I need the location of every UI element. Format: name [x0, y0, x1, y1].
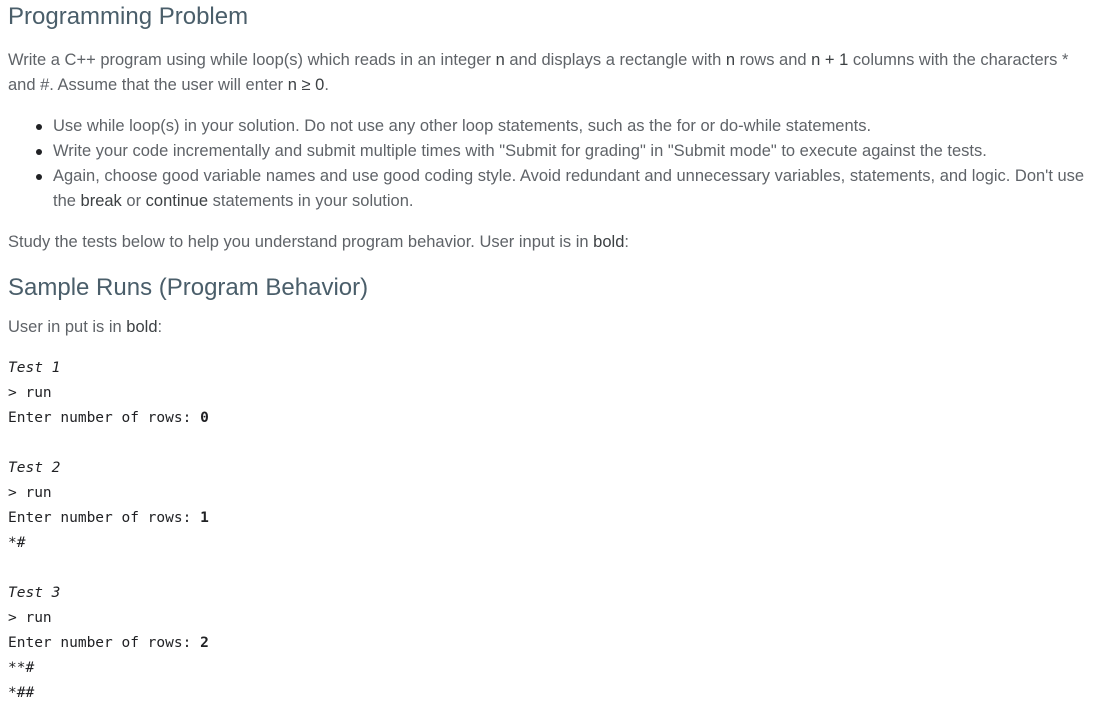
bullet-text-end: statements in your solution. [208, 192, 414, 210]
bullet-icon [36, 174, 42, 180]
user-input: 1 [200, 510, 209, 526]
user-input-colon: : [157, 318, 163, 336]
prompt-line [8, 631, 1092, 656]
output-line: *## [8, 685, 35, 701]
intro-text-2: and displays a rectangle with [504, 51, 726, 69]
user-input: 0 [200, 410, 209, 426]
user-input-text: User in put is in [8, 318, 127, 336]
intro-text-5: . [324, 76, 329, 94]
sample-runs-code [8, 356, 1092, 706]
run-command: > run [8, 610, 52, 626]
bullet-text: Write your code incrementally and submit multiple times with "Submit for grading" in "Submit mode" to execute against the tests. [53, 142, 987, 160]
bullet-icon [36, 149, 42, 155]
study-colon: : [624, 233, 629, 251]
user-input: 2 [200, 635, 209, 651]
intro-text-1: Write a C++ program using while loop(s) which reads in an integer [8, 51, 496, 69]
bullet-text: Use while loop(s) in your solution. Do not use any other loop statements, such as the for or do-while statements. [53, 117, 872, 135]
intro-text-4: columns with the characters * and #. Assume that the user will enter [8, 51, 1069, 94]
test-name: Test 1 [8, 360, 61, 376]
user-input-note [8, 315, 1092, 340]
list-item [53, 114, 1092, 139]
prompt-line [8, 506, 1092, 531]
prompt-text: Enter number of rows: [8, 410, 201, 426]
bullet-text: Again, choose good variable names and use good coding style. Avoid redundant and unnecessary variables, statements, and logic. Don't use the [53, 167, 1085, 210]
test-name: Test 2 [8, 460, 61, 476]
user-input-bold-word: bold [126, 318, 158, 336]
list-item [53, 139, 1092, 164]
intro-var-n-rows: n [725, 51, 736, 69]
output-line: *# [8, 535, 26, 551]
intro-text-3: rows and [735, 51, 812, 69]
study-text: Study the tests below to help you understand program behavior. User input is in [8, 233, 594, 251]
bullet-text-or: or [121, 192, 146, 210]
prompt-text: Enter number of rows: [8, 635, 201, 651]
intro-constraint: n ≥ 0 [287, 76, 325, 94]
intro-var-n-plus-one: n + 1 [811, 51, 849, 69]
page-title: Programming Problem [8, 3, 249, 30]
bullet-icon [36, 124, 42, 130]
intro-paragraph [8, 48, 1092, 98]
sample-runs-heading: Sample Runs (Program Behavior) [8, 274, 369, 301]
study-bold-word: bold [593, 233, 625, 251]
test-name: Test 3 [8, 585, 61, 601]
prompt-text: Enter number of rows: [8, 510, 201, 526]
run-command: > run [8, 385, 52, 401]
output-line: **# [8, 660, 35, 676]
prompt-line [8, 406, 1092, 431]
keyword-continue: continue [145, 192, 209, 210]
study-paragraph [8, 230, 1092, 255]
test-spacer [8, 556, 1092, 581]
run-command: > run [8, 485, 52, 501]
list-item [53, 164, 1092, 214]
requirements-list [8, 114, 1092, 214]
intro-var-n: n [495, 51, 505, 69]
keyword-break: break [80, 192, 122, 210]
test-spacer [8, 431, 1092, 456]
